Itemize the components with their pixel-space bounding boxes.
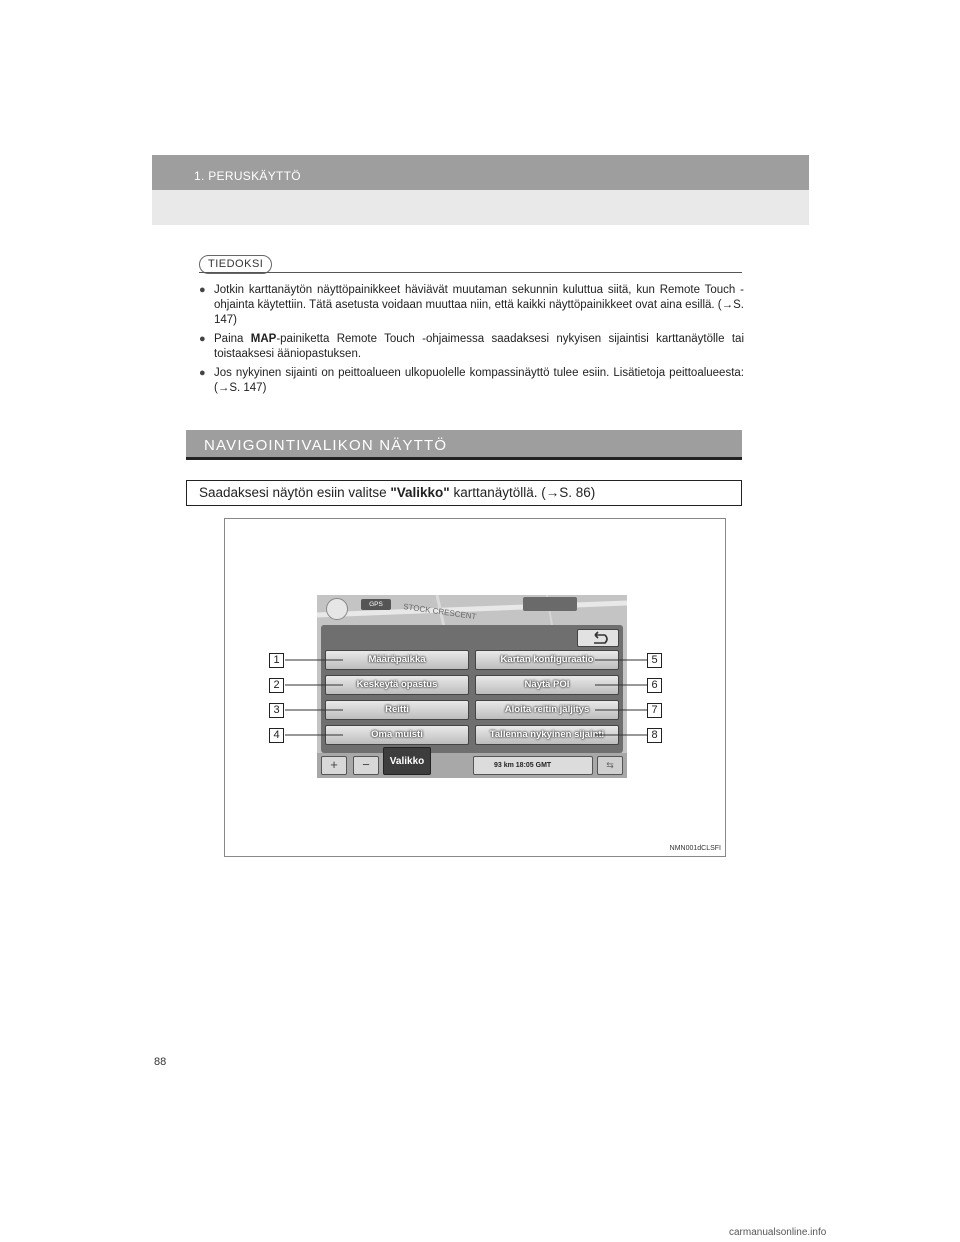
header-subband	[152, 190, 809, 225]
note-bullet	[199, 332, 744, 362]
menu-button-aloita-reitin-jaljitys[interactable]: Aloita reitin jäljitys	[475, 700, 619, 720]
menu-button-reitti[interactable]: Reitti	[325, 700, 469, 720]
callout-8: 8	[647, 728, 662, 743]
callout-6: 6	[647, 678, 662, 693]
callout-5: 5	[647, 653, 662, 668]
callout-4: 4	[269, 728, 284, 743]
zoom-out-button[interactable]: −	[353, 756, 379, 775]
instruction-suffix: karttanäytöllä. (→S. 86)	[449, 485, 596, 500]
note-rule	[199, 272, 742, 273]
menu-button-oma-muisti[interactable]: Oma muisti	[325, 725, 469, 745]
instruction-box	[186, 480, 742, 506]
bullet-prefix: Paina	[214, 333, 251, 345]
callout-2: 2	[269, 678, 284, 693]
callout-7: 7	[647, 703, 662, 718]
menu-button-kartan-konfiguraatio[interactable]: Kartan konfiguraatio	[475, 650, 619, 670]
bullet-text: Jotkin karttanäytön näyttöpainikkeet häviävät muutaman sekunnin kuluttua siitä, kun Remote Touch -ohjainta käytettiin. Tätä asetusta voidaan muuttaa niin, että kaikki näyttöpainikkeet ovat aina esillä. (→S. 147)	[214, 284, 744, 326]
bullet-text: Jos nykyinen sijainti on peittoalueen ulkopuolelle kompassinäyttö tulee esiin. Lisätietoja peittoalueesta: (→S. 147)	[214, 367, 744, 394]
menu-button-maarapaikka[interactable]: Määräpaikka	[325, 650, 469, 670]
note-tag: TIEDOKSI	[199, 255, 272, 274]
callout-1: 1	[269, 653, 284, 668]
reroute-icon[interactable]: ⇆	[597, 756, 623, 775]
section-title: NAVIGOINTIVALIKON NÄYTTÖ	[204, 437, 448, 454]
bullet-dot-icon: ●	[199, 333, 206, 345]
note-bullets	[199, 283, 744, 400]
map-button-label: MAP	[250, 333, 277, 345]
zoom-in-button[interactable]: +	[321, 756, 347, 775]
trip-info-box[interactable]: 93 km 18:05 GMT	[473, 756, 593, 775]
valikko-button[interactable]: Valikko	[383, 747, 431, 775]
menu-button-nayta-poi[interactable]: Näytä POI	[475, 675, 619, 695]
bullet-suffix: -painiketta Remote Touch -ohjaimessa saadaksesi nykyisen sijaintisi karttanäytölle tai toistaaksesi ääniopastuksen.	[214, 333, 744, 360]
navigation-menu-figure	[224, 518, 726, 857]
callout-3: 3	[269, 703, 284, 718]
section-label: 1. PERUSKÄYTTÖ	[194, 169, 301, 183]
note-bullet	[199, 366, 744, 396]
section-header	[186, 430, 742, 460]
bullet-dot-icon: ●	[199, 367, 206, 379]
map-street-label: STOCK CRESCENT	[402, 602, 477, 622]
instruction-prefix: Saadaksesi näytön esiin valitse	[199, 485, 391, 500]
gps-badge: GPS	[361, 599, 391, 610]
note-bullet	[199, 283, 744, 328]
watermark-link[interactable]: carmanualsonline.info	[729, 1227, 827, 1238]
menu-button-keskeyta-opastus[interactable]: Keskeytä opastus	[325, 675, 469, 695]
page-number: 88	[154, 1056, 167, 1068]
header-band	[152, 155, 809, 190]
instruction-bold: "Valikko"	[390, 485, 450, 500]
menu-button-tallenna-sijainti[interactable]: Tallenna nykyinen sijainti	[475, 725, 619, 745]
bullet-dot-icon: ●	[199, 284, 206, 296]
figure-code: NMN001dCLSFI	[669, 845, 721, 852]
